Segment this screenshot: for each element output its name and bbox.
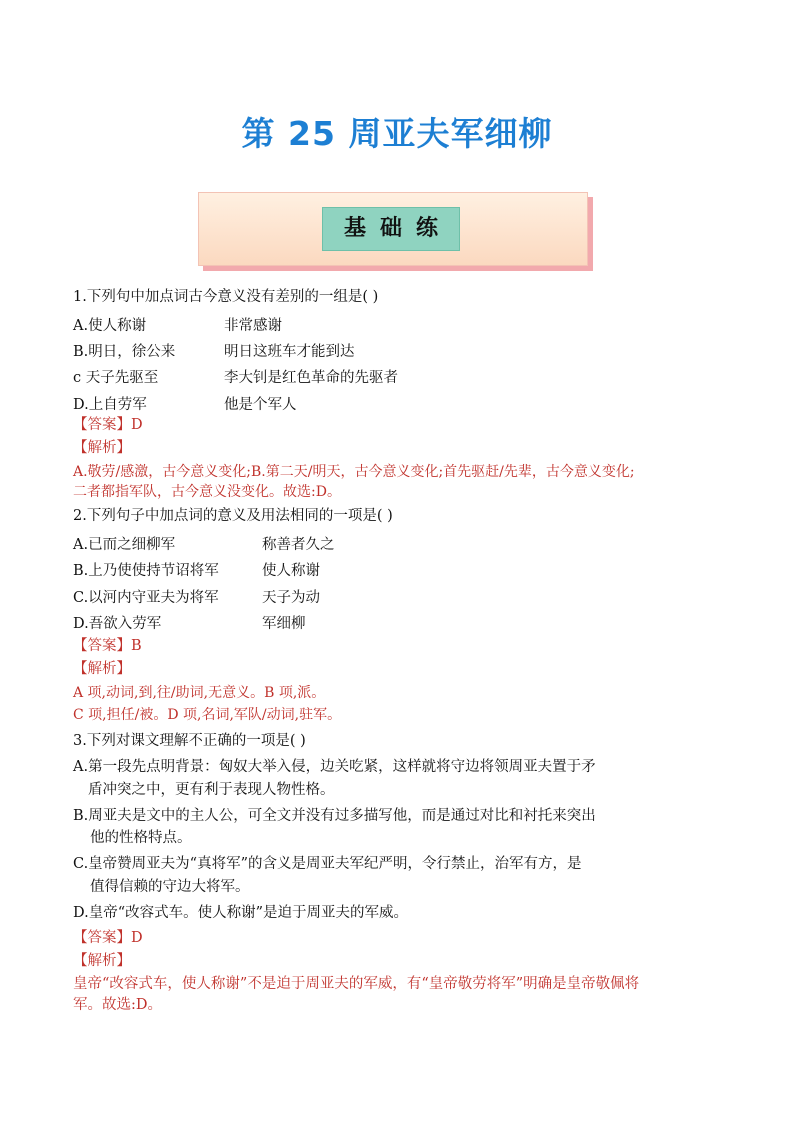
q3-option-c-line-1: C.皇帝赞周亚夫为“真将军”的含义是周亚夫军纪严明，令行禁止，治军有方，是	[73, 856, 582, 872]
q2-option-a-text: A.已而之细柳军	[73, 537, 176, 553]
q2-option-d-compare: 军细柳	[262, 616, 306, 632]
q1-option-d-text: D.上自劳军	[73, 397, 147, 413]
q2-option-c-text: C.以河内守亚夫为将军	[73, 590, 219, 606]
q3-option-c-line-2: 值得信赖的守边大将军。	[90, 879, 250, 895]
q2-option-c-compare: 天子为动	[262, 590, 320, 606]
q3-option-b-line-2: 他的性格特点。	[90, 830, 192, 846]
section-banner-label: 基础练	[322, 207, 460, 251]
q3-analysis-quote-1: 改容式车，使人称谢	[109, 976, 240, 992]
q3-answer-label: 【答案】	[73, 930, 131, 946]
q1-option-b-compare: 明日这班车才能到达	[224, 344, 355, 360]
q1-option-c-text: c 天子先驱至	[73, 370, 159, 386]
q3-answer	[73, 928, 143, 948]
q2-analysis-line-2: C 项,担任/被。D 项,名词,军队/动词,驻军。	[73, 707, 342, 723]
q1-answer-label: 【答案】	[73, 417, 131, 433]
q2-answer-label: 【答案】	[73, 638, 131, 654]
q2-option-b-text: B.上乃使使持节诏将军	[73, 563, 219, 579]
q2-option-d-text: D.吾欲入劳军	[73, 616, 162, 632]
q3-analysis-part-1: 皇帝“	[73, 976, 110, 992]
q1-stem: 1.下列句中加点词古今意义没有差别的一组是( )	[73, 289, 379, 305]
q2-answer	[73, 636, 142, 656]
q1-analysis-line-1: A.敬劳/感激，古今意义变化;B.第二天/明天，古今意义变化;首先驱赶/先辈，古今意义变化;	[73, 464, 635, 480]
q1-option-b-text: B.明日，徐公来	[73, 344, 176, 360]
q3-option-a-line-1: A.第一段先点明背景：匈奴大举入侵，边关吃紧，这样就将守边将领周亚夫置于矛	[73, 759, 596, 775]
q1-option-d-compare: 他是个军人	[224, 397, 297, 413]
q3-option-b-line-1: B.周亚夫是文中的主人公，可全文并没有过多描写他，而是通过对比和衬托来突出	[73, 808, 596, 824]
q1-option-a-compare: 非常感谢	[224, 318, 282, 334]
q1-answer	[73, 415, 143, 435]
q1-option-c-compare: 李大钊是红色革命的先驱者	[224, 370, 398, 386]
q3-analysis-label: 【解析】	[73, 953, 131, 969]
q3-analysis-part-3: ”明确是皇帝敬佩将	[515, 976, 640, 992]
q1-answer-value: D	[131, 417, 143, 433]
page-title: 第 25 周亚夫军细柳	[241, 114, 553, 153]
q3-option-d: D.皇帝“改容式车。使人称谢”是迫于周亚夫的军威。	[73, 905, 409, 921]
q1-option-a-text: A.使人称谢	[73, 318, 147, 334]
q1-analysis-label: 【解析】	[73, 440, 131, 456]
q2-option-a-compare: 称善者久之	[262, 537, 335, 553]
q2-stem: 2.下列句子中加点词的意义及用法相同的一项是( )	[73, 508, 393, 524]
q3-analysis-part-2: ”不是迫于周亚夫的军威，有“	[239, 976, 429, 992]
q2-answer-value: B	[131, 638, 142, 654]
q1-analysis-line-2: 二者都指军队，古今意义没变化。故选:D。	[73, 484, 341, 500]
q2-option-b-compare: 使人称谢	[262, 563, 320, 579]
q2-analysis-label: 【解析】	[73, 661, 131, 677]
q3-option-a-line-2: 盾冲突之中，更有利于表现人物性格。	[88, 782, 335, 798]
q3-analysis-quote-2: 皇帝敬劳将军	[428, 976, 516, 992]
q3-analysis-line-2: 军。故选:D。	[73, 997, 163, 1013]
q3-analysis-line-1	[73, 974, 639, 994]
q3-stem: 3.下列对课文理解不正确的一项是( )	[73, 733, 306, 749]
q2-analysis-line-1: A 项,动词,到,往/助词,无意义。B 项,派。	[73, 685, 326, 701]
q3-answer-value: D	[131, 930, 143, 946]
